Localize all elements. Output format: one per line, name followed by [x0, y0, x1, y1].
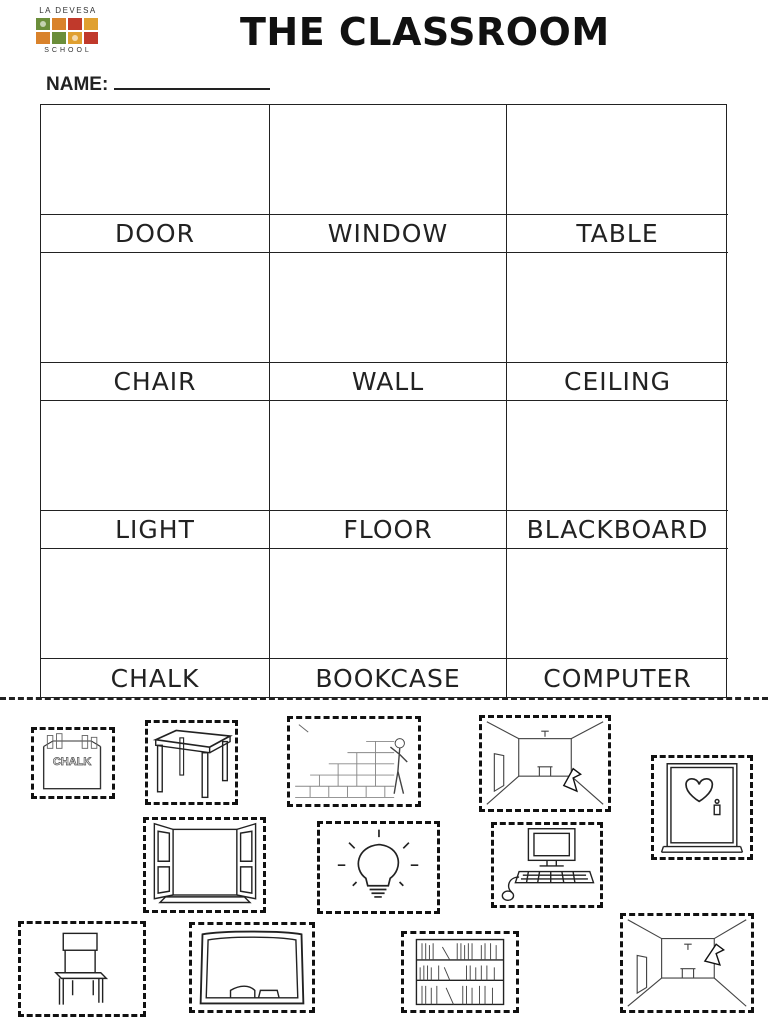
- table-icon: [148, 723, 235, 802]
- card-chalk[interactable]: [31, 727, 115, 799]
- picture-cell[interactable]: [270, 549, 507, 659]
- picture-cell[interactable]: [270, 105, 507, 215]
- bookcase-icon: [404, 934, 516, 1010]
- word-label: CHAIR: [41, 363, 270, 401]
- card-table[interactable]: [145, 720, 238, 805]
- picture-cell[interactable]: [270, 253, 507, 363]
- logo-pattern-icon: [36, 18, 100, 44]
- word-label: COMPUTER: [543, 663, 692, 693]
- picture-cell[interactable]: [507, 549, 728, 659]
- card-bookcase[interactable]: [401, 931, 519, 1013]
- picture-cell[interactable]: [270, 401, 507, 511]
- page-title: THE CLASSROOM: [240, 10, 610, 54]
- word-label: TABLE: [507, 215, 728, 253]
- card-ceiling[interactable]: [620, 913, 754, 1013]
- picture-cell[interactable]: [41, 253, 270, 363]
- word-label: WINDOW: [270, 215, 507, 253]
- window-icon: [146, 820, 263, 910]
- name-field[interactable]: [46, 72, 270, 96]
- card-floor[interactable]: [479, 715, 611, 812]
- ceiling-room-icon: [623, 916, 751, 1010]
- word-label: FLOOR: [270, 511, 507, 549]
- school-logo: [28, 6, 108, 58]
- card-door[interactable]: [651, 755, 753, 860]
- card-window[interactable]: [143, 817, 266, 913]
- chalk-box-text: CHALK: [52, 755, 92, 768]
- floor-room-icon: [482, 718, 608, 809]
- logo-bottom-text: SCHOOL: [44, 47, 92, 54]
- picture-cell[interactable]: [507, 401, 728, 511]
- card-light[interactable]: [317, 821, 440, 914]
- chair-icon: [21, 924, 143, 1014]
- word-label: LIGHT: [41, 511, 270, 549]
- picture-cell[interactable]: [41, 105, 270, 215]
- door-icon: [654, 758, 750, 857]
- chalk-box-icon: [34, 730, 112, 796]
- word-label: BLACKBOARD: [507, 511, 728, 549]
- word-label: CHALK: [41, 659, 270, 697]
- logo-top-text: LA DEVESA: [39, 6, 97, 15]
- name-label: NAME:: [46, 74, 109, 95]
- cut-line: [0, 697, 768, 700]
- card-computer[interactable]: [491, 822, 603, 908]
- light-bulb-icon: [320, 824, 437, 911]
- wall-icon: [290, 719, 418, 804]
- card-chair[interactable]: [18, 921, 146, 1017]
- picture-cell[interactable]: [507, 105, 728, 215]
- word-label: CEILING: [507, 363, 728, 401]
- word-label: WALL: [270, 363, 507, 401]
- picture-cell[interactable]: [41, 401, 270, 511]
- picture-cell[interactable]: [41, 549, 270, 659]
- picture-cell[interactable]: [507, 253, 728, 363]
- card-blackboard[interactable]: [189, 922, 315, 1013]
- blackboard-icon: [192, 925, 312, 1010]
- vocabulary-grid: [40, 104, 727, 698]
- card-wall[interactable]: [287, 716, 421, 807]
- word-label: BOOKCASE: [270, 659, 507, 697]
- word-label: DOOR: [41, 215, 270, 253]
- name-blank-line[interactable]: [114, 72, 270, 90]
- computer-icon: [494, 825, 600, 905]
